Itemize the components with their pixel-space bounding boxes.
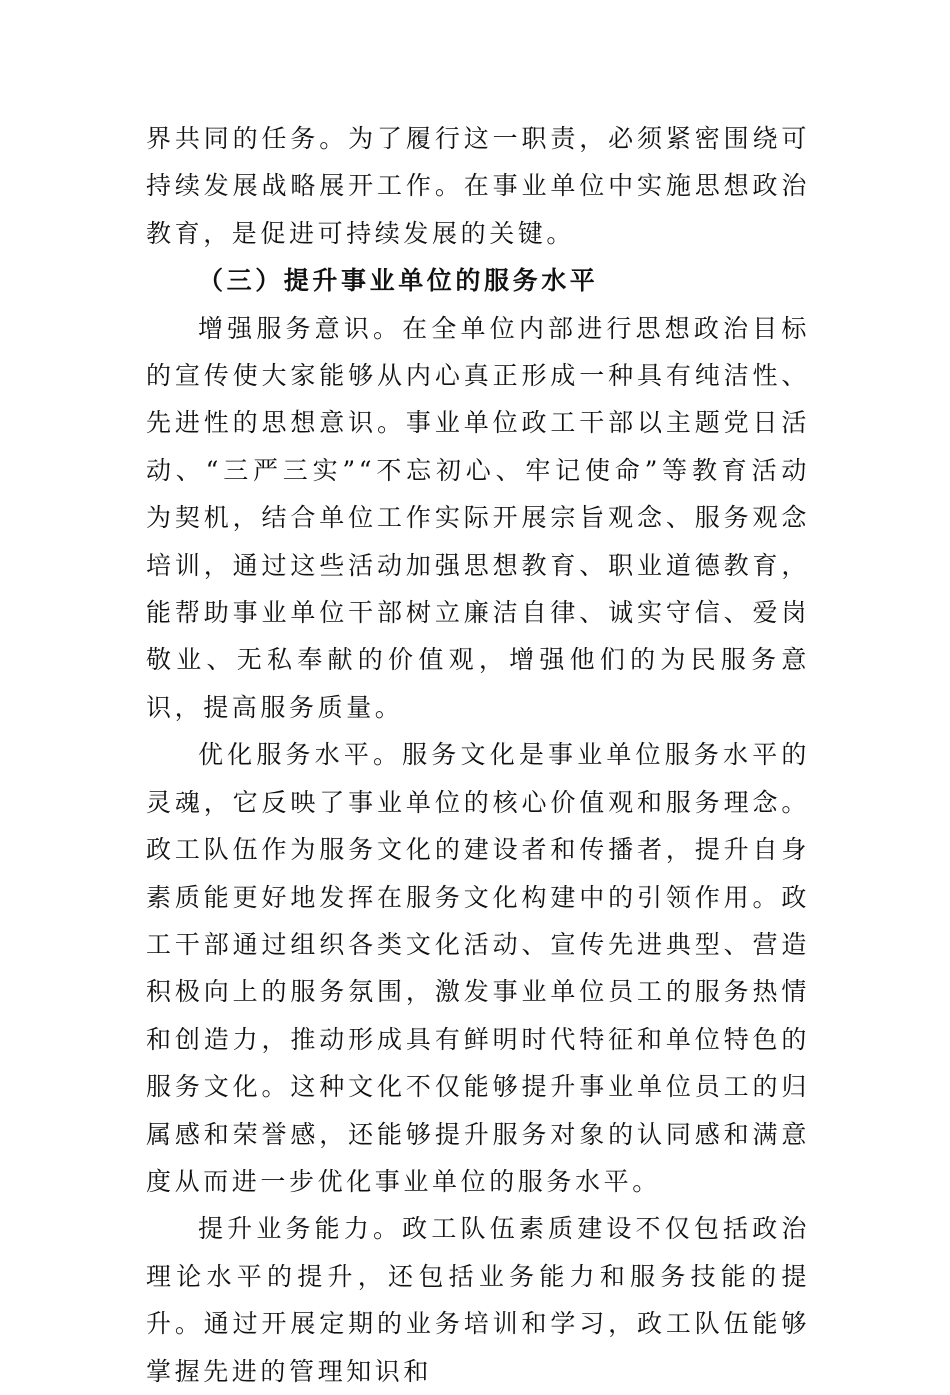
paragraph-continuation: 界共同的任务。为了履行这一职责，必须紧密围绕可持续发展战略展开工作。在事业单位中实施思想政治教育，是促进可持续发展的关键。 <box>146 124 810 248</box>
paragraph-service-awareness: 增强服务意识。在全单位内部进行思想政治目标的宣传使大家能够从内心真正形成一种具有纯洁性、先进性的思想意识。事业单位政工干部以主题党日活动、“三严三实”“不忘初心、牢记使命”等教育活动为契机，结合单位工作实际开展宗旨观念、服务观念培训，通过这些活动加强思想教育、职业道德教育，能帮助事业单位干部树立廉洁自律、诚实守信、爱岗敬业、无私奉献的价值观，增强他们的为民服务意识，提高服务质量。 <box>146 313 810 722</box>
section-heading: （三）提升事业单位的服务水平 <box>198 266 599 296</box>
document-body <box>146 115 810 1395</box>
paragraph-business-ability: 提升业务能力。政工队伍素质建设不仅包括政治理论水平的提升，还包括业务能力和服务技能的提升。通过开展定期的业务培训和学习，政工队伍能够掌握先进的管理知识和 <box>146 1214 810 1386</box>
paragraph-service-level: 优化服务水平。服务文化是事业单位服务水平的灵魂，它反映了事业单位的核心价值观和服务理念。政工队伍作为服务文化的建设者和传播者，提升自身素质能更好地发挥在服务文化构建中的引领作用。政工干部通过组织各类文化活动、宣传先进典型、营造积极向上的服务氛围，激发事业单位员工的服务热情和创造力，推动形成具有鲜明时代特征和单位特色的服务文化。这种文化不仅能够提升事业单位员工的归属感和荣誉感，还能够提升服务对象的认同感和满意度从而进一步优化事业单位的服务水平。 <box>146 740 810 1196</box>
